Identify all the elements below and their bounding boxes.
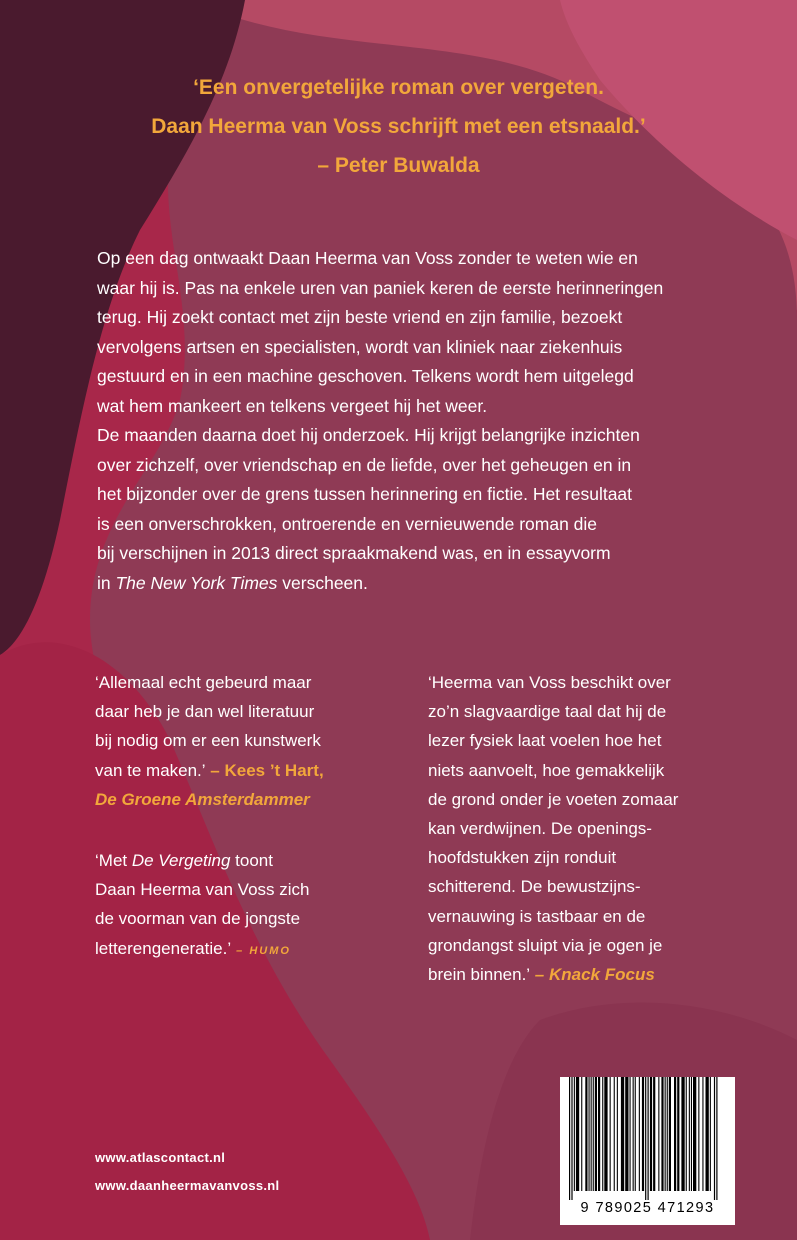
review-line: de grond onder je voeten zomaar xyxy=(428,789,679,809)
barcode-bar xyxy=(658,1077,659,1191)
barcode-bar xyxy=(585,1077,587,1191)
blurb-line: vervolgens artsen en specialisten, wordt van kliniek naar ziekenhuis xyxy=(97,336,623,357)
review-line xyxy=(95,846,395,875)
barcode-bar xyxy=(674,1077,676,1191)
review-attribution: – Knack Focus xyxy=(530,965,655,985)
blurb-line: terug. Hij zoekt contact met zijn beste vriend en zijn familie, bezoekt xyxy=(97,307,623,327)
review-line: daar heb je dan wel literatuur xyxy=(95,702,315,722)
publisher-urls xyxy=(95,1144,279,1200)
barcode-bar xyxy=(681,1077,684,1191)
review-kees-t-hart xyxy=(95,668,395,814)
barcode-bar xyxy=(691,1077,692,1191)
barcode-bar xyxy=(591,1077,592,1191)
review-line xyxy=(95,756,395,785)
blurb-line: het bijzonder over de grens tussen herinnering en fictie. Het resultaat xyxy=(97,484,633,504)
barcode-bar xyxy=(661,1077,663,1191)
author-url-link[interactable]: www.daanheermavanvoss.nl xyxy=(95,1178,280,1193)
review-line: kan verdwijnen. De openings- xyxy=(428,819,652,839)
barcode-bar xyxy=(625,1077,628,1191)
barcode-bar xyxy=(689,1077,690,1191)
review-line: zo’n slagvaardige taal dat hij de xyxy=(428,702,667,722)
review-line: niets aanvoelt, hoe gemakkelijk xyxy=(428,760,665,780)
blurb-line: waar hij is. Pas na enkele uren van paniek keren de eerste herinneringen xyxy=(97,277,664,298)
review-text-end: letterengeneratie.’ xyxy=(95,938,232,958)
review-line: hoofdstukken zijn ronduit xyxy=(428,848,617,868)
blurb-line: bij verschijnen in 2013 direct spraakmakend was, en in essayvorm xyxy=(97,543,611,563)
review-line: lezer fysiek laat voelen hoe het xyxy=(428,731,662,751)
barcode-bar xyxy=(598,1077,600,1191)
blurb-line: over zichzelf, over vriendschap en de liefde, over het geheugen en in xyxy=(97,454,632,475)
barcode-bar xyxy=(667,1077,668,1191)
blurb-line: Op een dag ontwaakt Daan Heerma van Voss zonder te weten wie en xyxy=(97,248,638,268)
review-line: Daan Heerma van Voss zich xyxy=(95,880,310,900)
barcode-bar xyxy=(714,1077,715,1200)
barcode-bar xyxy=(614,1077,615,1191)
review-line: bij nodig om er een kunstwerk xyxy=(95,731,321,751)
review-line xyxy=(428,960,748,989)
barcode-bar xyxy=(645,1077,646,1200)
barcode-bar xyxy=(710,1077,711,1191)
barcode-bar xyxy=(698,1077,699,1191)
barcode-bar xyxy=(595,1077,597,1191)
barcode-bar xyxy=(665,1077,666,1191)
blurb-newspaper-title: The New York Times xyxy=(115,572,278,593)
review-text-end: brein binnen.’ xyxy=(428,965,531,985)
top-quote xyxy=(0,68,797,185)
review-prefix: ‘Met xyxy=(95,851,132,870)
barcode-bar xyxy=(576,1077,579,1191)
barcode-bar xyxy=(610,1077,611,1191)
review-knack-focus xyxy=(428,668,748,989)
barcode-bar xyxy=(604,1077,607,1191)
review-line: ‘Heerma van Voss beschikt over xyxy=(428,673,671,692)
barcode-bar xyxy=(635,1077,636,1191)
barcode-bar xyxy=(706,1077,709,1191)
review-line xyxy=(95,934,395,966)
book-title: De Vergeting xyxy=(131,851,231,870)
blurb-line: De maanden daarna doet hij onderzoek. Hij krijgt belangrijke inzichten xyxy=(97,425,640,445)
barcode-bar xyxy=(653,1077,655,1191)
review-suffix: toont xyxy=(230,851,273,870)
barcode-bar xyxy=(702,1077,703,1191)
top-quote-line-2: Daan Heerma van Voss schrijft met een etsnaald.’ xyxy=(151,115,646,138)
barcode-bar xyxy=(677,1077,679,1191)
review-line: de voorman van de jongste xyxy=(95,909,301,929)
review-line: grondangst sluipt via je ogen je xyxy=(428,935,663,955)
barcode-bar xyxy=(593,1077,594,1191)
review-humo xyxy=(95,846,395,966)
barcode-bar xyxy=(571,1077,572,1200)
blurb-line-last xyxy=(97,569,777,599)
barcode-bar xyxy=(621,1077,624,1191)
top-quote-attribution: – Peter Buwalda xyxy=(317,154,480,177)
barcode-bar xyxy=(630,1077,631,1191)
barcode-bar xyxy=(589,1077,590,1191)
barcode-bars xyxy=(560,1077,735,1202)
barcode-bar xyxy=(650,1077,652,1191)
top-quote-line-1: ‘Een onvergetelijke roman over vergeten. xyxy=(193,76,604,99)
blurb-line: wat hem mankeert en telkens vergeet hij het weer. xyxy=(97,395,488,416)
barcode-bar xyxy=(639,1077,640,1191)
review-text-end: van te maken.’ xyxy=(95,760,206,780)
isbn-barcode xyxy=(560,1077,735,1225)
barcode-bar xyxy=(669,1077,671,1191)
barcode-bar xyxy=(648,1077,649,1200)
barcode-bar xyxy=(686,1077,687,1191)
barcode-bar xyxy=(602,1077,603,1191)
blurb-line: gestuurd en in een machine geschoven. Telkens wordt hem uitgelegd xyxy=(97,366,634,386)
blurb-last-prefix: in xyxy=(97,572,116,593)
barcode-bar xyxy=(617,1077,618,1191)
review-line: ‘Allemaal echt gebeurd maar xyxy=(95,673,312,692)
review-attribution: – HUMO xyxy=(231,944,291,957)
review-line: vernauwing is tastbaar en de xyxy=(428,906,646,926)
blurb xyxy=(97,244,777,598)
barcode-bar xyxy=(693,1077,696,1191)
review-line: schitterend. De bewustzijns- xyxy=(428,877,641,897)
isbn-number: 9 789025 471293 xyxy=(580,1200,715,1216)
barcode-bar xyxy=(716,1077,717,1200)
barcode-bar xyxy=(569,1077,570,1200)
barcode-bar xyxy=(581,1077,582,1191)
publisher-url-link[interactable]: www.atlascontact.nl xyxy=(95,1150,226,1165)
review-source: De Groene Amsterdammer xyxy=(95,789,310,809)
blurb-last-suffix: verscheen. xyxy=(277,572,368,593)
barcode-bar xyxy=(633,1077,634,1191)
review-attribution: – Kees ’t Hart, xyxy=(205,760,324,780)
blurb-line: is een onverschrokken, ontroerende en vernieuwende roman die xyxy=(97,513,598,534)
barcode-bar xyxy=(642,1077,644,1191)
barcode-bar xyxy=(574,1077,575,1191)
